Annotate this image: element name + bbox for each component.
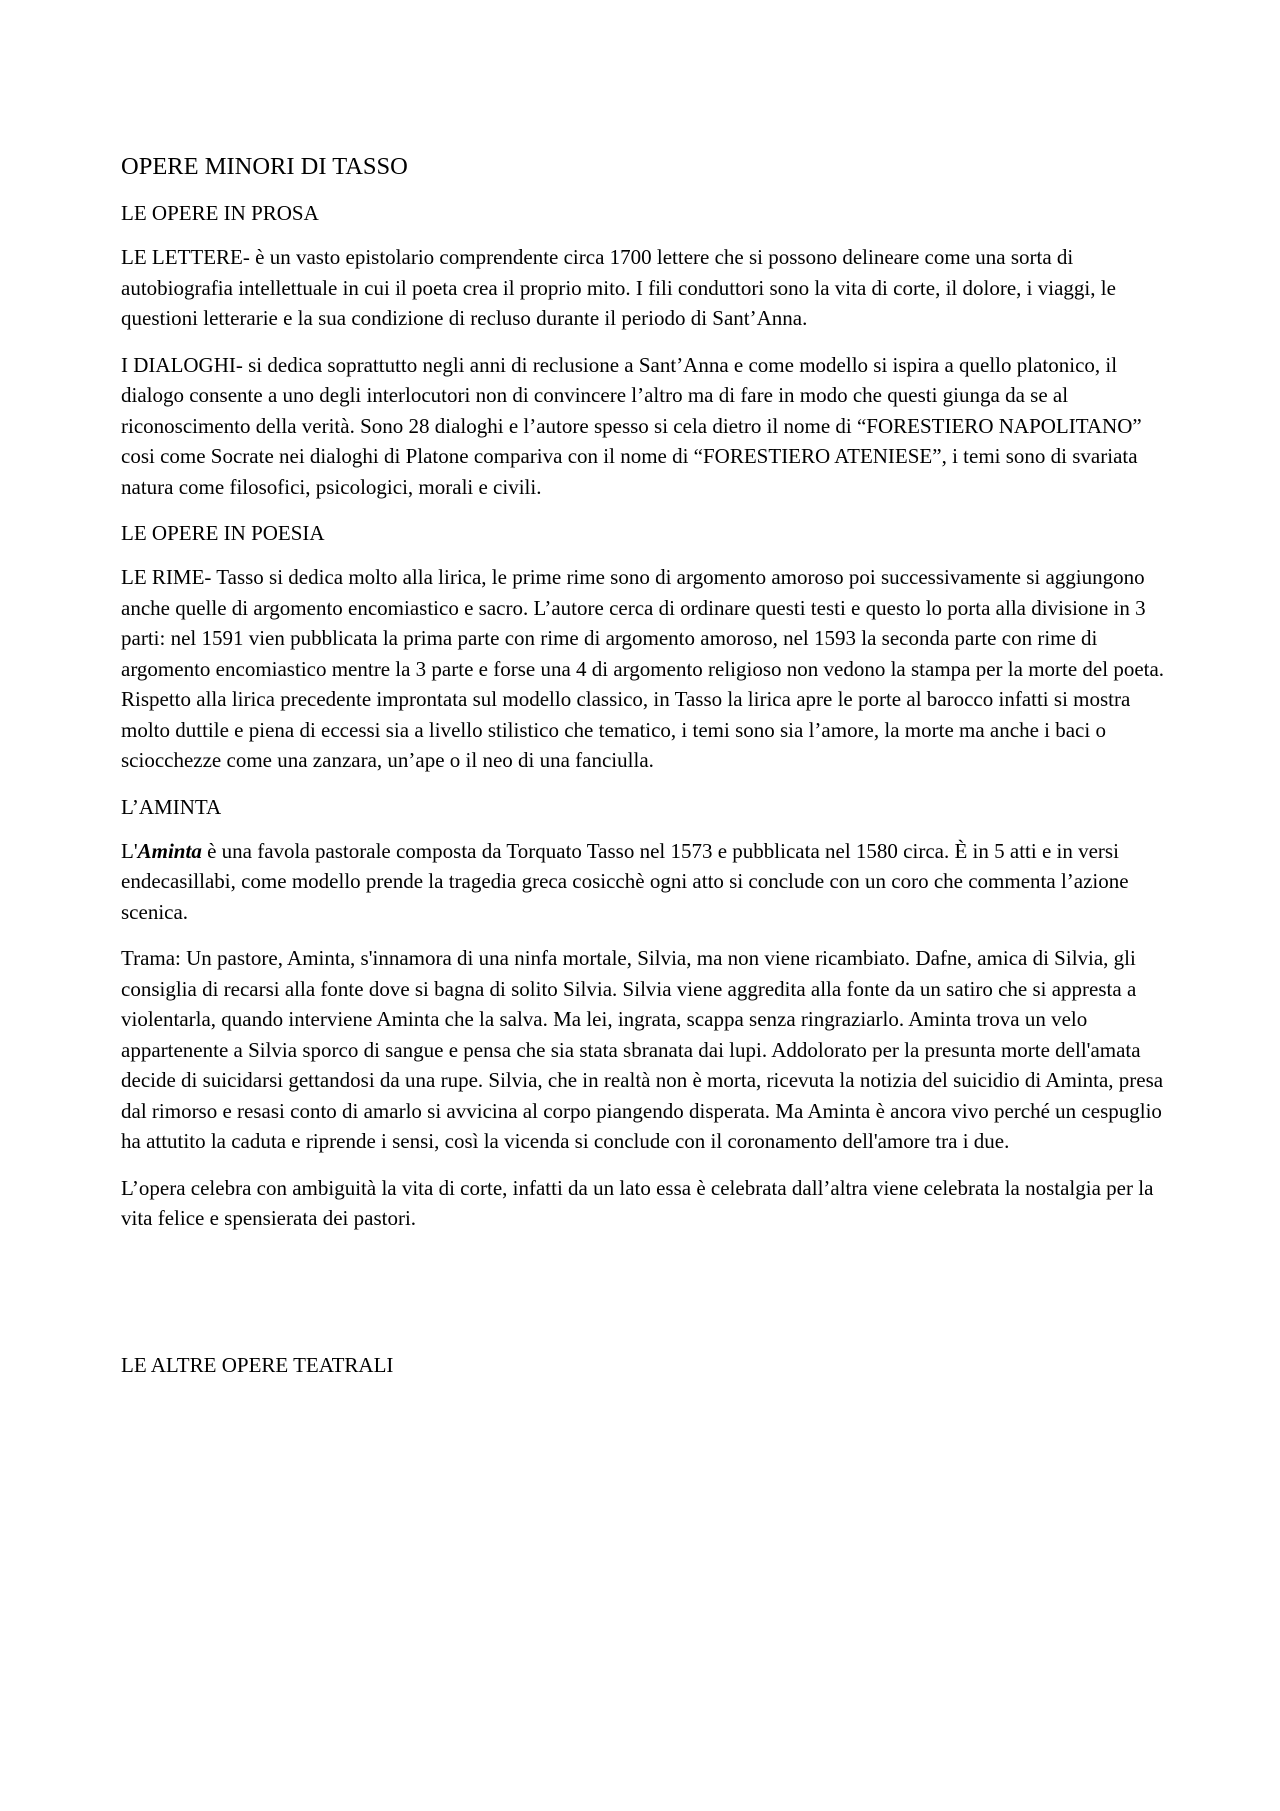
- paragraph-aminta-intro: [121, 836, 1166, 928]
- heading-altre-opere-teatrali: LE ALTRE OPERE TEATRALI: [121, 1352, 394, 1377]
- heading-aminta: L’AMINTA: [121, 794, 222, 819]
- aminta-intro-prefix: L': [121, 838, 138, 863]
- heading-opere-in-prosa: LE OPERE IN PROSA: [121, 201, 319, 225]
- paragraph-lettere: LE LETTERE- è un vasto epistolario comprendente circa 1700 lettere che si possono delineare come una sorta di autobiografia intellettuale in cui il poeta crea il proprio mito. I fili conduttori sono la vita di corte, il dolore, i viaggi, le questioni letterarie e la sua condizione di recluso durante il periodo di Sant’Anna.: [121, 245, 1116, 330]
- aminta-intro-text: è una favola pastorale composta da Torquato Tasso nel 1573 e pubblicata nel 1580 circa. È in 5 atti e in versi endecasillabi, come modello prende la tragedia greca cosicchè ogni atto si conclude con un coro che commenta l’azione scenica.: [121, 838, 1129, 924]
- document-page: [121, 150, 1166, 1394]
- document-title: OPERE MINORI DI TASSO: [121, 153, 408, 180]
- blank-space: [121, 1250, 1166, 1350]
- aminta-title-emphasis: Aminta: [137, 838, 202, 863]
- heading-opere-in-poesia: LE OPERE IN POESIA: [121, 521, 325, 545]
- paragraph-trama: Trama: Un pastore, Aminta, s'innamora di una ninfa mortale, Silvia, ma non viene ricambiato. Dafne, amica di Silvia, gli consiglia di recarsi alla fonte dove si bagna di solito Silvia. Silvia viene aggredita alla fonte da un satiro che si appresta a violentarla, quando interviene Aminta che la salva. Ma lei, ingrata, scappa senza ringraziarlo. Aminta trova un velo appartenente a Silvia sporco di sangue e pensa che sia stata sbranata dai lupi. Addolorato per la presunta morte dell'amata decide di suicidarsi gettandosi da una rupe. Silvia, che in realtà non è morta, ricevuta la notizia del suicidio di Aminta, presa dal rimorso e resasi conto di amarlo si avvicina al corpo piangendo disperata. Ma Aminta è ancora vivo perché un cespuglio ha attutito la caduta e riprende i sensi, così la vicenda si conclude con il coronamento dell'amore tra i due.: [121, 946, 1164, 1153]
- paragraph-dialoghi: I DIALOGHI- si dedica soprattutto negli anni di reclusione a Sant’Anna e come modello si ispira a quello platonico, il dialogo consente a uno degli interlocutori non di convincere l’altro ma di fare in modo che questi giunga da se al riconoscimento della verità. Sono 28 dialoghi e l’autore spesso si cela dietro il nome di “FORESTIERO NAPOLITANO” cosi come Socrate nei dialoghi di Platone compariva con il nome di “FORESTIERO ATENIESE”, i temi sono di svariata natura come filosofici, psicologici, morali e civili.: [121, 352, 1142, 499]
- paragraph-opera-celebra: L’opera celebra con ambiguità la vita di corte, infatti da un lato essa è celebrata dall’altra viene celebrata la nostalgia per la vita felice e spensierata dei pastori.: [121, 1175, 1154, 1230]
- paragraph-rime: LE RIME- Tasso si dedica molto alla lirica, le prime rime sono di argomento amoroso poi successivamente si aggiungono anche quelle di argomento encomiastico e sacro. L’autore cerca di ordinare questi testi e questo lo porta alla divisione in 3 parti: nel 1591 vien pubblicata la prima parte con rime di argomento amoroso, nel 1593 la seconda parte con rime di argomento encomiastico mentre la 3 parte e forse una 4 di argomento religioso non vedono la stampa per la morte del poeta. Rispetto alla lirica precedente improntata sul modello classico, in Tasso la lirica apre le porte al barocco infatti si mostra molto duttile e piena di eccessi sia a livello stilistico che tematico, i temi sono sia l’amore, la morte ma anche i baci o sciocchezze come una zanzara, un’ape o il neo di una fanciulla.: [121, 565, 1165, 772]
